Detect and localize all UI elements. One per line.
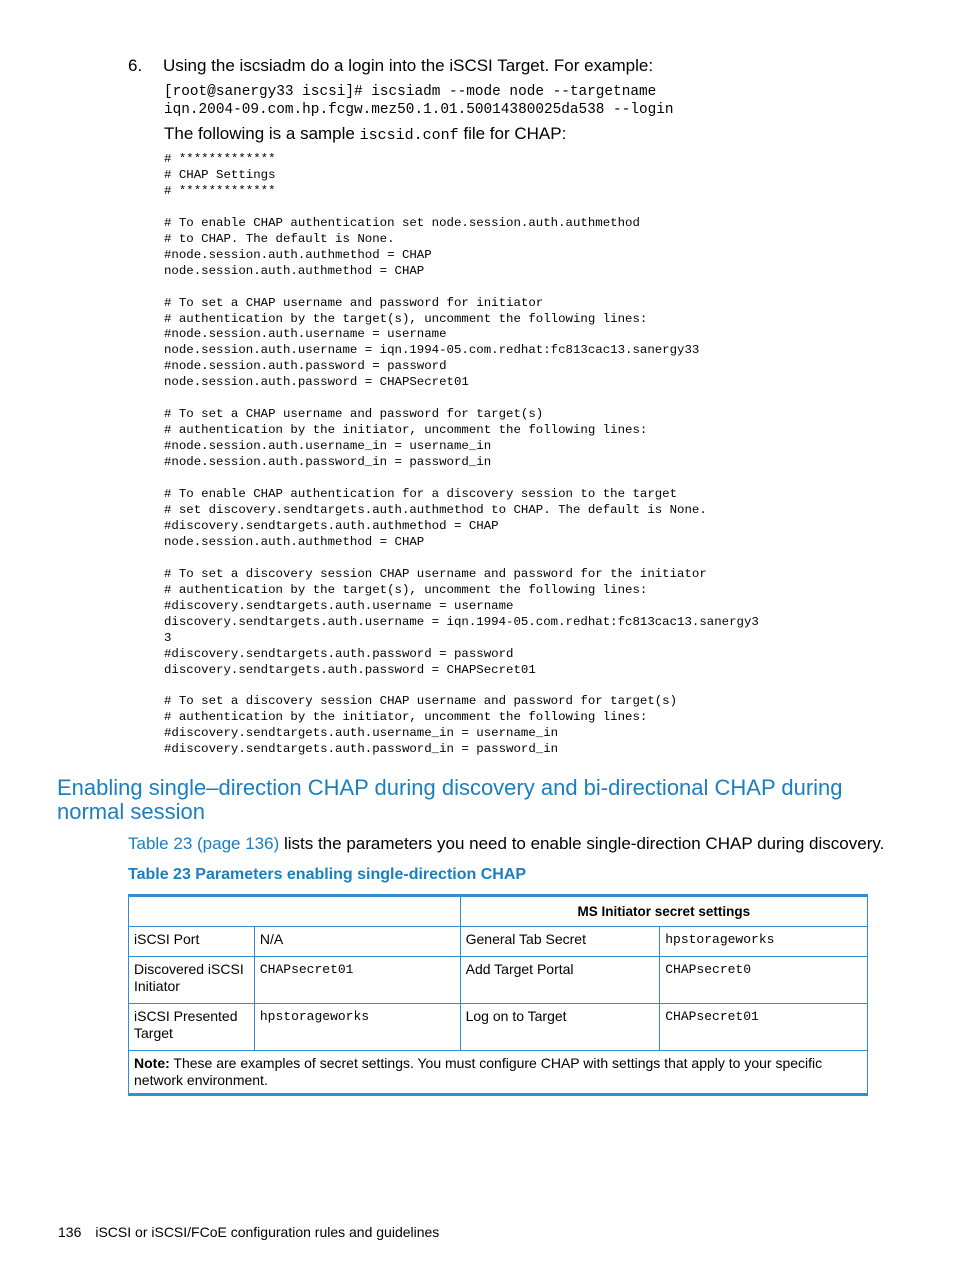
sample-before: The following is a sample	[164, 124, 360, 143]
cell-secret: CHAPsecret0	[660, 957, 868, 1004]
cell-value: CHAPsecret01	[254, 957, 460, 1004]
cell-setting: General Tab Secret	[460, 927, 660, 957]
table-note-row	[129, 1051, 868, 1095]
note-label: Note:	[134, 1055, 170, 1071]
cell-value: N/A	[254, 927, 460, 957]
note-text: These are examples of secret settings. You must configure CHAP with settings that apply to your specific network environment.	[134, 1055, 823, 1088]
table-intro	[128, 834, 884, 854]
cell-secret: CHAPsecret01	[660, 1004, 868, 1051]
cell-secret: hpstorageworks	[660, 927, 868, 957]
command-example: [root@sanergy33 iscsi]# iscsiadm --mode node --targetname iqn.2004-09.com.hp.fcgw.mez50.1.01.50014380025da538 --login	[164, 84, 674, 118]
table-header-row	[129, 896, 868, 927]
table-row	[129, 927, 868, 957]
step-6	[128, 56, 653, 76]
cell-label: Discovered iSCSI Initiator	[129, 957, 255, 1004]
table-row	[129, 1004, 868, 1051]
cell-value: hpstorageworks	[254, 1004, 460, 1051]
page-footer	[58, 1223, 439, 1241]
sample-filename: iscsid.conf	[359, 127, 459, 144]
cell-setting: Log on to Target	[460, 1004, 660, 1051]
section-heading: Enabling single–direction CHAP during discovery and bi-directional CHAP during normal session	[57, 775, 843, 824]
cell-label: iSCSI Presented Target	[129, 1004, 255, 1051]
cell-setting: Add Target Portal	[460, 957, 660, 1004]
parameters-table	[128, 894, 868, 1096]
step-number: 6.	[128, 56, 143, 75]
cell-label: iSCSI Port	[129, 927, 255, 957]
intro-text: lists the parameters you need to enable single-direction CHAP during discovery.	[279, 834, 885, 853]
table-note	[129, 1051, 868, 1095]
sample-intro	[164, 124, 566, 146]
table-reference-link[interactable]: Table 23 (page 136)	[128, 834, 280, 853]
config-code-block: # ************* # CHAP Settings # ************* # To enable CHAP authentication set node.session.auth.authmethod # to CHAP. The default is None. #node.session.auth.authmethod = CHAP node.session.auth.authmethod = CHAP # To set a CHAP username and password for initiator # authentication by the target(s), uncomment the following lines: #node.session.auth.username = username node.session.auth.username = iqn.1994-05.com.redhat:fc813cac13.sanergy33 #node.session.auth.password = password node.session.auth.password = CHAPSecret01 # To set a CHAP username and password for target(s) # authentication by the initiator, uncomment the following lines: #node.session.auth.username_in = username_in #node.session.auth.password_in = password_in # To enable CHAP authentication for a discovery session to the target # set discovery.sendtargets.auth.authmethod to CHAP. The default is None. #discovery.sendtargets.auth.authmethod = CHAP node.session.auth.authmethod = CHAP # To set a discovery session CHAP username and password for the initiator # authentication by the target(s), uncomment the following lines: #discovery.sendtargets.auth.username = username discovery.sendtargets.auth.username = iqn.1994-05.com.redhat:fc813cac13.sanergy3 3 #discovery.sendtargets.auth.password = password discovery.sendtargets.auth.password = CHAPSecret01 # To set a discovery session CHAP username and password for target(s) # authentication by the initiator, uncomment the following lines: #discovery.sendtargets.auth.username_in = username_in #discovery.sendtargets.auth.password_in = password_in	[164, 152, 759, 757]
step-text: Using the iscsiadm do a login into the iSCSI Target. For example:	[163, 56, 654, 75]
footer-chapter: iSCSI or iSCSI/FCoE configuration rules and guidelines	[95, 1224, 440, 1240]
table-row	[129, 957, 868, 1004]
page-number: 136	[58, 1224, 82, 1240]
header-ms-initiator: MS Initiator secret settings	[460, 896, 867, 927]
table-caption: Table 23 Parameters enabling single-direction CHAP	[128, 866, 527, 883]
sample-after: file for CHAP:	[458, 124, 567, 143]
header-empty-cell	[129, 896, 461, 927]
